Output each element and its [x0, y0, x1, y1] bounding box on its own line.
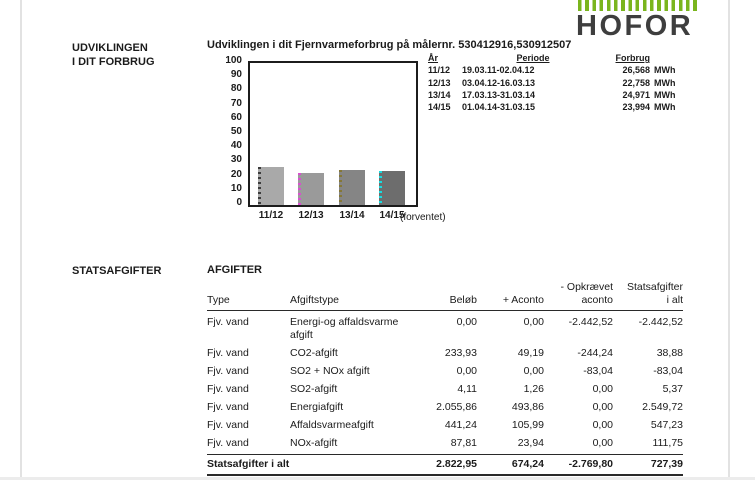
x-tick: 14/15	[379, 210, 405, 221]
section-label-forbrug	[72, 41, 155, 69]
cell-year: 12/13	[428, 77, 451, 88]
hofor-logo	[576, 0, 716, 41]
section-label-statsafgifter: STATSAFGIFTER	[72, 265, 162, 277]
consumption-table	[428, 52, 686, 113]
table-row	[207, 311, 683, 342]
chart-title: Udviklingen i dit Fjernvarmeforbrug på målernr. 530412916,530912507	[207, 39, 572, 51]
cell-usage: 23,994	[622, 102, 650, 113]
col-header-aconto: + Aconto	[502, 294, 544, 306]
cell-ialt: 38,88	[656, 347, 683, 359]
y-tick: 50	[230, 125, 242, 137]
chart-annotation-forventet: (forventet)	[400, 212, 446, 223]
cell-ialt: -83,04	[653, 365, 683, 377]
y-tick: 70	[230, 97, 242, 109]
afgifter-table-header	[207, 281, 683, 311]
bar-14-15	[379, 171, 405, 205]
cell-belob: 441,24	[444, 419, 477, 431]
cell-ialt: 5,37	[662, 383, 683, 395]
total-aconto: 674,24	[511, 458, 544, 470]
logo-text: HOFOR	[576, 10, 694, 42]
bar-12-13	[298, 173, 324, 205]
consumption-row	[428, 77, 686, 89]
cell-opkraevet: 0,00	[592, 401, 613, 413]
y-tick: 0	[236, 196, 242, 208]
cell-opkraevet: -2.442,52	[568, 316, 613, 328]
cell-ialt: -2.442,52	[638, 316, 683, 328]
bar-chart-plot-area	[248, 61, 418, 207]
chart-x-axis	[248, 210, 418, 224]
chart-y-axis	[196, 55, 242, 209]
table-row	[207, 414, 683, 432]
col-header-ialt	[613, 281, 683, 307]
plot-inner	[250, 63, 416, 205]
cell-aconto: 49,19	[517, 347, 544, 359]
y-tick: 40	[230, 140, 242, 152]
x-tick: 13/14	[339, 210, 365, 221]
cell-afgiftstype: Affaldsvarmeafgift	[290, 419, 374, 431]
cell-year: 14/15	[428, 102, 451, 113]
cell-type: Fjv. vand	[207, 347, 249, 359]
cell-period: 03.04.12-16.03.13	[462, 77, 536, 88]
cell-aconto: 23,94	[517, 437, 544, 449]
cell-aconto: 493,86	[511, 401, 544, 413]
cell-period: 17.03.13-31.03.14	[462, 89, 536, 100]
table-row	[207, 378, 683, 396]
cell-aconto: 0,00	[523, 316, 544, 328]
cell-ialt: 547,23	[650, 419, 683, 431]
col-header-opkraevet-line1: - Opkrævet	[560, 281, 613, 293]
col-header-afgiftstype: Afgiftstype	[290, 294, 340, 306]
col-header-belob: Beløb	[449, 294, 477, 306]
page-edge-right	[728, 0, 730, 480]
cell-unit: MWh	[654, 65, 676, 76]
cell-belob: 233,93	[444, 347, 477, 359]
consumption-row	[428, 89, 686, 101]
cell-unit: MWh	[654, 89, 676, 100]
consumption-row	[428, 101, 686, 113]
cell-afgiftstype: SO2 + NOx afgift	[290, 365, 370, 377]
x-tick: 11/12	[258, 210, 284, 221]
table-row	[207, 360, 683, 378]
bar-13-14	[339, 170, 365, 205]
cell-year: 13/14	[428, 89, 451, 100]
cell-afgiftstype: NOx-afgift	[290, 437, 338, 449]
col-header-opkraevet-line2: aconto	[581, 294, 613, 306]
cell-usage: 24,971	[622, 89, 650, 100]
y-tick: 20	[230, 168, 242, 180]
cell-unit: MWh	[654, 77, 676, 88]
col-header-unit	[650, 52, 686, 64]
cell-type: Fjv. vand	[207, 401, 249, 413]
total-label: Statsafgifter i alt	[207, 458, 290, 470]
col-header-year: År	[428, 53, 439, 63]
cell-type: Fjv. vand	[207, 316, 249, 328]
total-opkraevet: -2.769,80	[568, 458, 613, 470]
cell-opkraevet: -83,04	[583, 365, 613, 377]
afgifter-heading: AFGIFTER	[207, 264, 262, 276]
cell-usage: 22,758	[622, 77, 650, 88]
table-row	[207, 396, 683, 414]
y-tick: 80	[230, 83, 242, 95]
y-tick: 10	[230, 182, 242, 194]
col-header-opkraevet	[544, 281, 613, 307]
cell-unit: MWh	[654, 102, 676, 113]
cell-belob: 0,00	[456, 365, 477, 377]
consumption-table-header	[428, 52, 686, 64]
cell-belob: 4,11	[457, 383, 477, 395]
cell-type: Fjv. vand	[207, 365, 249, 377]
cell-aconto: 0,00	[523, 365, 544, 377]
section-label-forbrug-line2: I DIT FORBRUG	[72, 56, 155, 68]
table-row	[207, 342, 683, 360]
cell-opkraevet: -244,24	[577, 347, 613, 359]
cell-opkraevet: 0,00	[592, 419, 613, 431]
cell-opkraevet: 0,00	[592, 437, 613, 449]
table-total-row	[207, 454, 683, 476]
cell-aconto: 1,26	[523, 383, 544, 395]
total-ialt: 727,39	[650, 458, 683, 470]
cell-belob: 2.055,86	[436, 401, 477, 413]
cell-belob: 0,00	[456, 316, 477, 328]
cell-afgiftstype: SO2-afgift	[290, 383, 338, 395]
y-tick: 100	[225, 55, 242, 66]
cell-ialt: 2.549,72	[642, 401, 683, 413]
cell-type: Fjv. vand	[207, 383, 249, 395]
col-header-usage: Forbrug	[615, 53, 650, 63]
cell-opkraevet: 0,00	[592, 383, 613, 395]
col-header-ialt-line2: i alt	[666, 294, 683, 306]
consumption-row	[428, 64, 686, 76]
cell-usage: 26,568	[622, 65, 650, 76]
cell-afgiftstype: Energi-og affaldsvarme afgift	[290, 316, 399, 341]
cell-afgiftstype: Energiafgift	[290, 401, 344, 413]
cell-type: Fjv. vand	[207, 437, 249, 449]
cell-year: 11/12	[428, 65, 451, 76]
cell-type: Fjv. vand	[207, 419, 249, 431]
cell-belob: 87,81	[450, 437, 477, 449]
y-tick: 30	[230, 154, 242, 166]
cell-period: 01.04.14-31.03.15	[462, 102, 536, 113]
afgifter-table	[207, 281, 683, 476]
table-row	[207, 432, 683, 450]
cell-afgiftstype: CO2-afgift	[290, 347, 338, 359]
bar-11-12	[258, 167, 284, 205]
total-belob: 2.822,95	[436, 458, 477, 470]
section-label-forbrug-line1: UDVIKLINGEN	[72, 42, 148, 54]
x-tick: 12/13	[298, 210, 324, 221]
y-tick: 90	[230, 69, 242, 81]
y-tick: 60	[230, 111, 242, 123]
cell-ialt: 111,75	[652, 437, 683, 449]
page-edge-left	[20, 0, 22, 480]
col-header-period: Periode	[516, 53, 550, 63]
cell-aconto: 105,99	[511, 419, 544, 431]
col-header-ialt-line1: Statsafgifter	[626, 281, 683, 293]
col-header-type: Type	[207, 294, 230, 306]
cell-period: 19.03.11-02.04.12	[462, 65, 535, 76]
